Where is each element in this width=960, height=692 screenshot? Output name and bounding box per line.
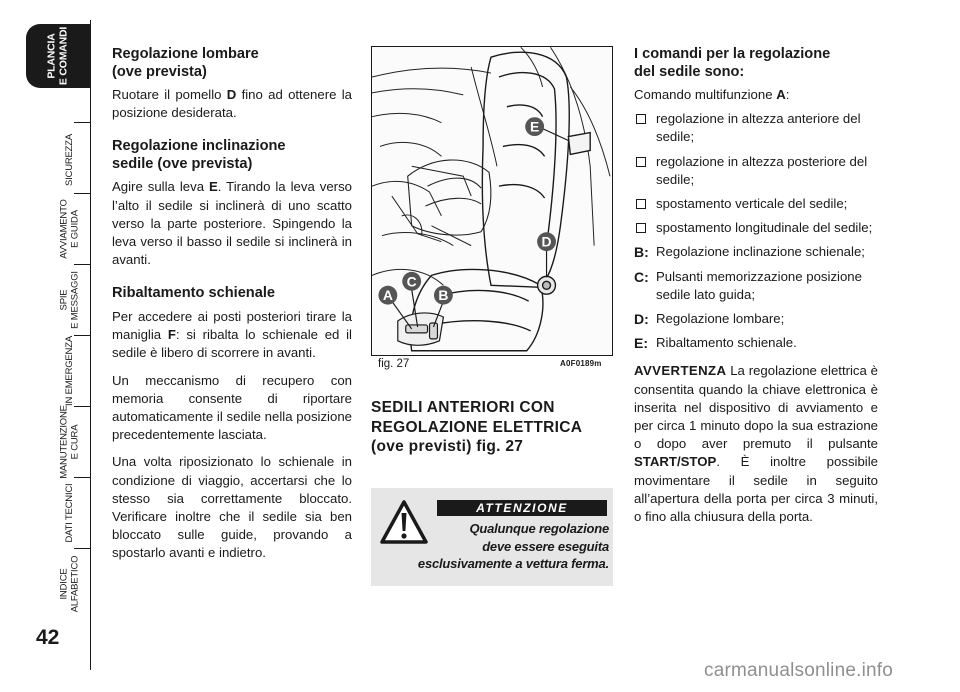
text: Agire sulla leva [112, 179, 209, 195]
callout-d [537, 232, 556, 251]
tab-in-emergenza[interactable] [50, 336, 90, 406]
tab-sicurezza[interactable] [50, 128, 90, 192]
svg-text:C: C [406, 273, 417, 290]
definition-text: Regolazione lombare; [656, 311, 785, 327]
watermark: carmanualsonline.info [704, 660, 894, 681]
right-column [634, 46, 878, 532]
tab-divider [74, 548, 90, 549]
warning-box [371, 488, 613, 586]
paragraph-incline [112, 178, 352, 269]
page-number: 42 [36, 626, 60, 649]
definition-b [634, 243, 878, 261]
callout-c [402, 272, 421, 291]
heading-line: del sedile sono: [634, 63, 745, 80]
paragraph-recline: Una volta riposizionato lo schienale in condizione di viaggio, accertarsi che lo stesso sia correttamente bloccato. Verificare inoltre che il sedile sia ben bloccato sulle guide, provando a spostarlo avanti e indietro. [112, 454, 352, 561]
tab-divider [74, 122, 90, 123]
list-item-text: regolazione in altezza anteriore del sedile; [656, 111, 861, 145]
tab-spie-e-messaggi[interactable] [50, 268, 90, 332]
tab-label: DATI TECNICI [63, 483, 75, 543]
heading-line: (ove prevista) [112, 63, 207, 80]
text: fino ad ottenere la posizione desiderata. [112, 87, 352, 121]
tab-label: PLANCIA E COMANDI [45, 26, 69, 86]
heading-line: Regolazione lombare [112, 46, 259, 62]
callout-e [525, 117, 544, 136]
tab-divider [74, 264, 90, 265]
definition-c [634, 268, 878, 304]
text: . È inoltre possibile movimentare il sedile in seguito all’apertura della porta per circa 3 minuti, o fino alla chiusura della porta. [634, 454, 878, 525]
checkbox-bullet-icon [636, 114, 646, 124]
paragraph-lumbar [112, 86, 352, 122]
paragraph-fold [112, 308, 352, 363]
heading-line: (ove previsti) fig. 27 [371, 438, 524, 455]
heading-controls [634, 46, 878, 81]
tab-plancia-e-comandi[interactable] [26, 24, 90, 88]
callout-b [434, 286, 453, 305]
text: : si ribalta lo schienale ed il sedile è libero di scorrere in avanti. [112, 327, 352, 361]
tab-divider [74, 335, 90, 336]
warning-text [377, 520, 609, 573]
figure-code: A0F0189m [560, 359, 602, 368]
sidebar-line [90, 20, 91, 670]
heading-line: REGOLAZIONE ELETTRICA [371, 418, 583, 436]
heading-line: I comandi per la regolazione [634, 46, 831, 62]
paragraph-recovery: Un meccanismo di recupero con memoria consente di riportare automaticamente il sedile nella posizione precedentemente lasciata. [112, 372, 352, 443]
left-column [112, 46, 352, 572]
text: Per accedere ai posti posteriori tirare la maniglia [112, 308, 352, 343]
text: La regolazione elettrica è consentita quando la chiave elettronica è inserita nel dispositivo di avviamento e per circa 1 minuto dopo la sua estrazione o dopo aver premuto il pulsante [634, 363, 878, 452]
text: : [785, 87, 790, 102]
tab-dati-tecnici[interactable] [50, 481, 90, 545]
svg-text:D: D [541, 233, 552, 250]
tab-label: MANUTENZIONE E CURA [58, 405, 80, 479]
heading-line: sedile (ove prevista) [112, 155, 253, 172]
definition-text: Regolazione inclinazione schienale; [656, 244, 865, 260]
tab-divider [74, 193, 90, 194]
definition-key: C: [634, 268, 649, 285]
control-key: START/STOP [634, 454, 717, 470]
svg-text:E: E [530, 118, 540, 135]
paragraph-multifunction [634, 86, 878, 104]
tab-label: IN EMERGENZA [63, 336, 75, 406]
note-label: AVVERTENZA [634, 363, 727, 379]
svg-text:A: A [382, 287, 393, 304]
control-key: F [167, 327, 176, 343]
svg-text:B: B [438, 287, 449, 304]
list-item [634, 219, 878, 237]
figure-caption: fig. 27 [378, 358, 410, 370]
tab-manutenzione-e-cura[interactable] [50, 405, 90, 479]
seat-illustration [371, 46, 613, 356]
seat-drawing [372, 47, 612, 355]
list-item [634, 195, 878, 213]
tab-label: SICUREZZA [63, 133, 75, 187]
paragraph-note [634, 362, 878, 526]
checkbox-bullet-icon [636, 157, 646, 167]
definition-key: B: [634, 244, 649, 261]
control-key: D [226, 87, 237, 102]
heading-fold: Ribaltamento schienale [112, 285, 276, 302]
definition-key: D: [634, 311, 649, 328]
text: . Tirando la leva verso l’alto il sedile si inclinerà di uno scatto verso la parte posteriore. Spingendo la leva verso il basso il sedile si inclinerà in avanti. [112, 179, 353, 268]
definition-key: E: [634, 335, 648, 352]
list-item-text: regolazione in altezza posteriore del sedile; [656, 153, 868, 187]
callout-a [378, 286, 397, 305]
tab-label: INDICE ALFABETICO [58, 555, 80, 613]
tab-divider [74, 477, 90, 478]
text: Comando multifunzione [634, 87, 777, 102]
definition-d [634, 310, 878, 328]
list-item-text: spostamento verticale del sedile; [656, 196, 848, 212]
chapter-sidebar [0, 0, 100, 692]
definition-text: Pulsanti memorizzazione posizione sedile lato guida; [656, 268, 862, 302]
definition-text: Ribaltamento schienale. [656, 335, 797, 351]
section-heading [371, 398, 611, 457]
heading-incline [112, 138, 352, 173]
list-item [634, 153, 878, 189]
checkbox-bullet-icon [636, 223, 646, 233]
text: Ruotare il pomello [112, 87, 227, 102]
heading-lumbar [112, 46, 352, 81]
heading-line: Regolazione inclinazione [112, 138, 286, 155]
control-key: E [209, 179, 218, 195]
warning-title: ATTENZIONE [437, 500, 607, 516]
warning-line: Qualunque regolazione [469, 521, 609, 536]
tab-label: SPIE E MESSAGGI [58, 271, 80, 329]
tab-label: AVVIAMENTO E GUIDA [58, 199, 80, 259]
tab-indice-alfabetico[interactable] [50, 552, 90, 616]
tab-avviamento-e-guida[interactable] [50, 197, 90, 261]
heading-line: SEDILI ANTERIORI CON [371, 399, 555, 416]
checkbox-bullet-icon [636, 199, 646, 209]
control-key: A [776, 87, 786, 102]
warning-line: deve essere eseguita [482, 538, 609, 554]
list-item-text: spostamento longitudinale del sedile; [656, 220, 873, 236]
list-item [634, 110, 878, 146]
definition-e [634, 334, 878, 352]
warning-line: esclusivamente a vettura ferma. [417, 556, 609, 571]
